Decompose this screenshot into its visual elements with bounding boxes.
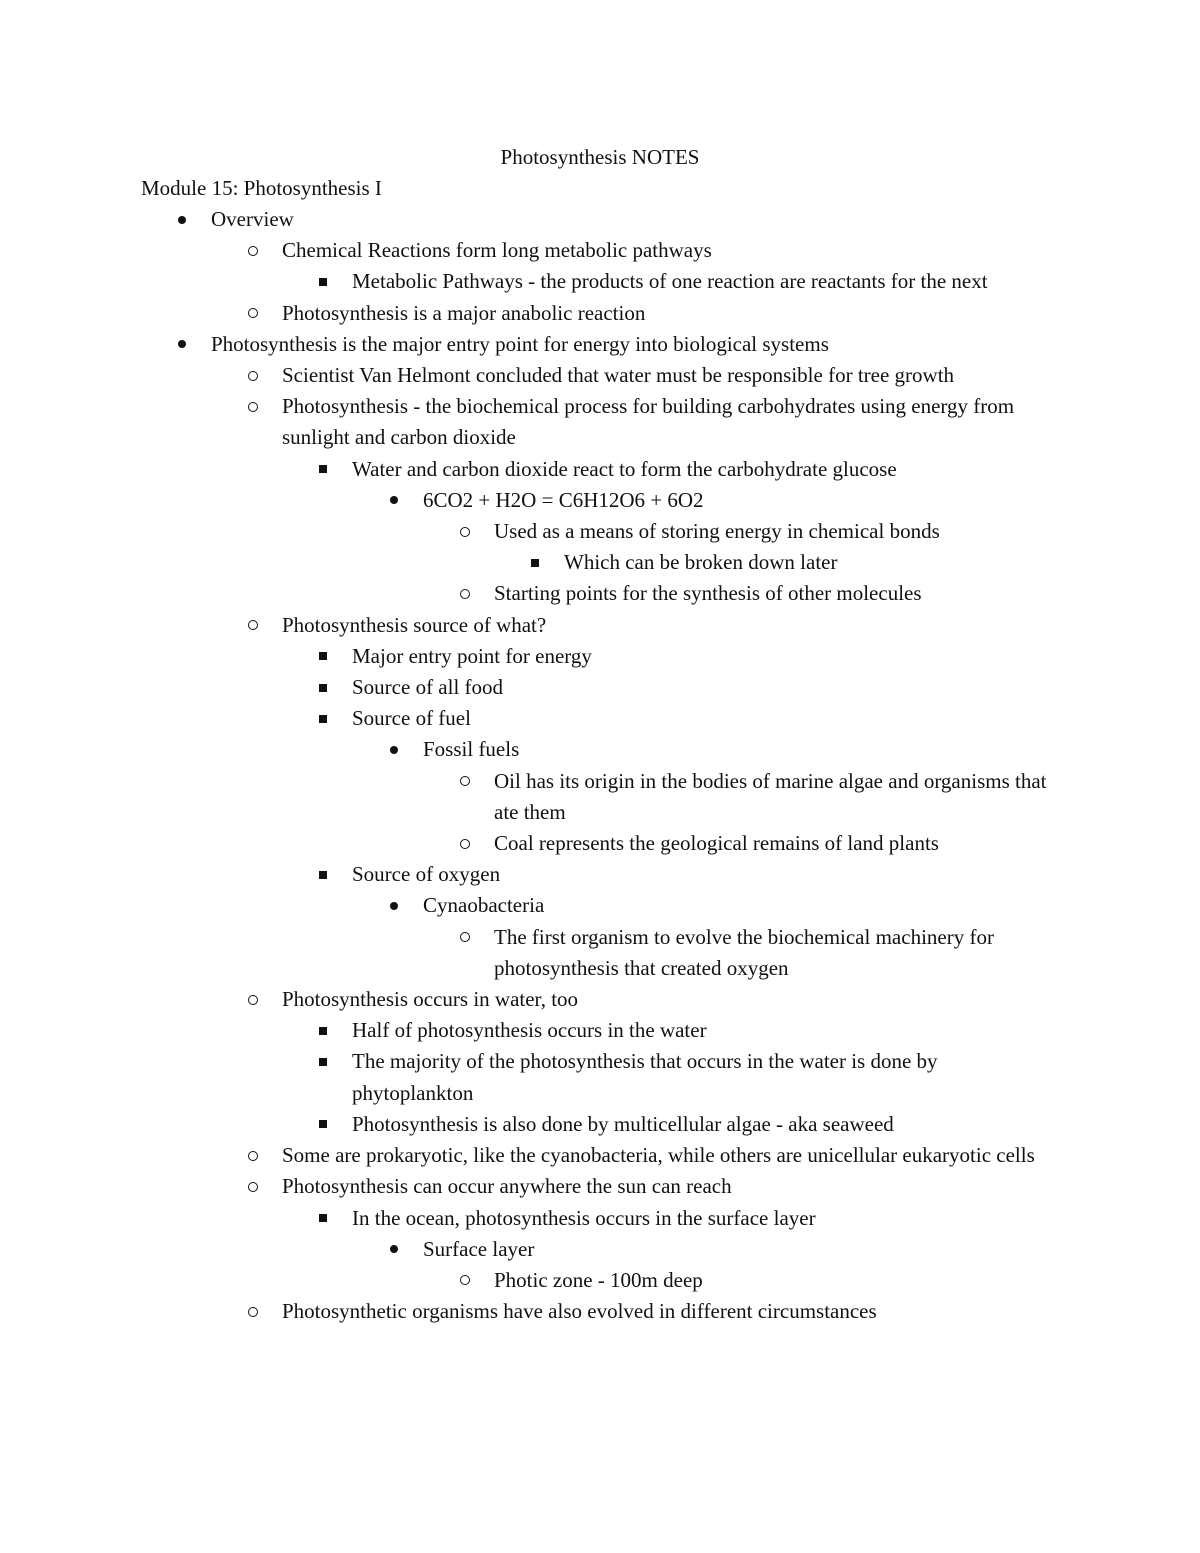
list-item-text: Photosynthesis is a major anabolic reaction	[282, 300, 646, 325]
list-item-text: Photosynthesis occurs in water, too	[282, 987, 579, 1012]
list-item	[0, 547, 1060, 578]
circle-bullet-icon	[243, 235, 263, 266]
list-item-text: Some are prokaryotic, like the cyanobacteria, while others are unicellular eukaryotic cells	[282, 1143, 1035, 1168]
list-item-text: Source of oxygen	[352, 862, 501, 887]
list-item-text: Photic zone - 100m deep	[494, 1267, 703, 1292]
list-item-text: Coal represents the geological remains of land plants	[494, 831, 939, 856]
circle-bullet-icon	[455, 1265, 475, 1296]
list-item-text: Photosynthesis - the biochemical process for building carbohydrates using energy from sunlight and carbon dioxide	[282, 394, 1015, 450]
list-item	[0, 922, 1060, 984]
list-item-text: Scientist Van Helmont concluded that water must be responsible for tree growth	[282, 363, 955, 388]
disc-bullet-icon	[172, 204, 192, 235]
disc-bullet-icon	[384, 734, 404, 765]
square-bullet-icon	[313, 641, 333, 672]
list-item-text: Oil has its origin in the bodies of marine algae and organisms that ate them	[494, 768, 1047, 824]
disc-bullet-icon	[384, 485, 404, 516]
list-item	[0, 266, 1060, 297]
square-bullet-icon	[313, 859, 333, 890]
list-item	[0, 235, 1060, 266]
circle-bullet-icon	[455, 578, 475, 609]
circle-bullet-icon	[243, 298, 263, 329]
module-heading: Module 15: Photosynthesis I	[141, 176, 382, 200]
list-item-text: Water and carbon dioxide react to form the carbohydrate glucose	[352, 456, 897, 481]
list-item	[0, 766, 1060, 828]
list-item-text: Photosynthesis is also done by multicellular algae - aka seaweed	[352, 1111, 894, 1136]
list-item	[0, 329, 1060, 360]
circle-bullet-icon	[243, 610, 263, 641]
list-item	[0, 859, 1060, 890]
list-item	[0, 391, 1060, 453]
list-item	[0, 1046, 1060, 1108]
circle-bullet-icon	[243, 1140, 263, 1171]
list-item	[0, 1140, 1060, 1171]
list-item	[0, 516, 1060, 547]
circle-bullet-icon	[243, 984, 263, 1015]
list-item	[0, 703, 1060, 734]
list-item-text: In the ocean, photosynthesis occurs in the surface layer	[352, 1205, 816, 1230]
list-item	[0, 578, 1060, 609]
list-item-text: Major entry point for energy	[352, 643, 592, 668]
list-item-text: Chemical Reactions form long metabolic pathways	[282, 238, 712, 263]
list-item	[0, 1171, 1060, 1202]
page-title: Photosynthesis NOTES	[500, 145, 700, 169]
circle-bullet-icon	[455, 516, 475, 547]
disc-bullet-icon	[384, 890, 404, 921]
square-bullet-icon	[313, 266, 333, 297]
list-item-text: Overview	[211, 207, 294, 231]
list-item	[0, 672, 1060, 703]
list-item	[0, 1265, 1060, 1296]
list-item-text: Half of photosynthesis occurs in the water	[352, 1018, 707, 1043]
list-item	[0, 1296, 1060, 1327]
list-item-text: Source of all food	[352, 675, 504, 700]
list-item	[0, 641, 1060, 672]
square-bullet-icon	[313, 1046, 333, 1077]
list-item-text: Photosynthesis source of what?	[282, 612, 547, 637]
list-item-text: Photosynthetic organisms have also evolved in different circumstances	[282, 1299, 877, 1324]
circle-bullet-icon	[455, 922, 475, 953]
square-bullet-icon	[313, 454, 333, 485]
square-bullet-icon	[313, 1015, 333, 1046]
disc-bullet-icon	[172, 329, 192, 360]
notes-outline	[0, 204, 1200, 1327]
list-item-text: The first organism to evolve the biochemical machinery for photosynthesis that created oxygen	[494, 924, 994, 980]
list-item	[0, 984, 1060, 1015]
circle-bullet-icon	[455, 766, 475, 797]
square-bullet-icon	[313, 703, 333, 734]
list-item-text: Cynaobacteria	[423, 893, 545, 918]
list-item-text: Which can be broken down later	[564, 550, 838, 575]
circle-bullet-icon	[243, 391, 263, 422]
square-bullet-icon	[313, 1203, 333, 1234]
list-item	[0, 1234, 1060, 1265]
list-item-text: Used as a means of storing energy in chemical bonds	[494, 519, 940, 544]
list-item	[0, 1203, 1060, 1234]
disc-bullet-icon	[384, 1234, 404, 1265]
list-item-text: Starting points for the synthesis of other molecules	[494, 581, 922, 606]
list-item	[0, 1109, 1060, 1140]
list-item	[0, 298, 1060, 329]
circle-bullet-icon	[243, 360, 263, 391]
list-item-text: Source of fuel	[352, 706, 471, 731]
square-bullet-icon	[313, 672, 333, 703]
list-item	[0, 610, 1060, 641]
list-item	[0, 828, 1060, 859]
list-item	[0, 890, 1060, 921]
list-item	[0, 360, 1060, 391]
circle-bullet-icon	[455, 828, 475, 859]
list-item-text: Photosynthesis can occur anywhere the sun can reach	[282, 1174, 732, 1199]
list-item-text: 6CO2 + H2O = C6H12O6 + 6O2	[423, 487, 704, 512]
list-item-text: Surface layer	[423, 1236, 535, 1261]
list-item	[0, 734, 1060, 765]
square-bullet-icon	[313, 1109, 333, 1140]
list-item	[0, 204, 1060, 235]
list-item-text: The majority of the photosynthesis that occurs in the water is done by phytoplankton	[352, 1049, 938, 1105]
list-item	[0, 454, 1060, 485]
list-item-text: Photosynthesis is the major entry point for energy into biological systems	[211, 331, 829, 356]
list-item	[0, 485, 1060, 516]
circle-bullet-icon	[243, 1171, 263, 1202]
circle-bullet-icon	[243, 1296, 263, 1327]
list-item-text: Fossil fuels	[423, 737, 520, 762]
square-bullet-icon	[525, 547, 545, 578]
list-item	[0, 1015, 1060, 1046]
list-item-text: Metabolic Pathways - the products of one reaction are reactants for the next	[352, 269, 988, 294]
